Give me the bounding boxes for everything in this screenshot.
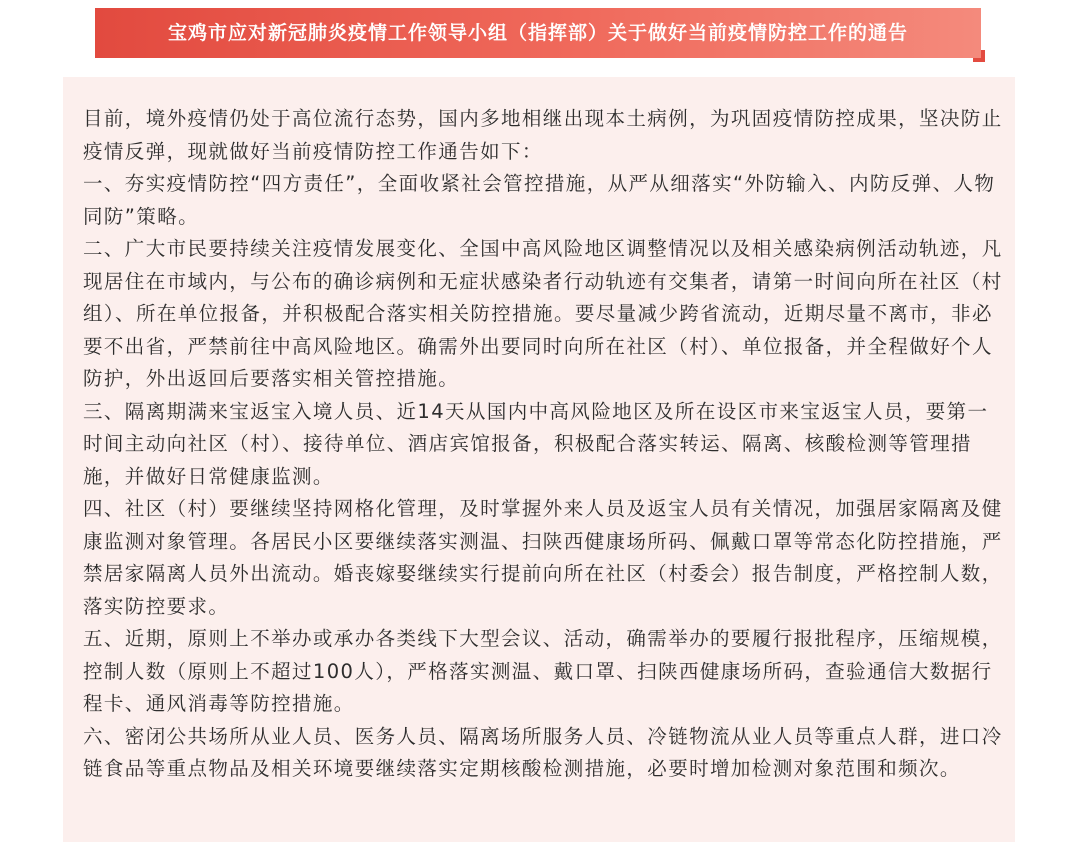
notice-content xyxy=(83,103,1003,786)
banner-corner-decoration xyxy=(973,50,985,62)
item-4-paragraph: 四、社区（村）要继续坚持网格化管理，及时掌握外来人员及返宝人员有关情况，加强居家隔离及健康监测对象管理。各居民小区要继续落实测温、扫陕西健康场所码、佩戴口罩等常态化防控措施，严禁居家隔离人员外出流动。婚丧嫁娶继续实行提前向所在社区（村委会）报告制度，严格控制人数，落实防控要求。 xyxy=(83,497,1003,618)
notice-body xyxy=(63,77,1015,842)
notice-title: 宝鸡市应对新冠肺炎疫情工作领导小组（指挥部）关于做好当前疫情防控工作的通告 xyxy=(95,8,981,58)
title-banner xyxy=(95,8,985,60)
intro-paragraph: 目前，境外疫情仍处于高位流行态势，国内多地相继出现本土病例，为巩固疫情防控成果，坚决防止疫情反弹，现就做好当前疫情防控工作通告如下： xyxy=(83,107,1003,163)
item-2-paragraph: 二、广大市民要持续关注疫情发展变化、全国中高风险地区调整情况以及相关感染病例活动轨迹，凡现居住在市域内，与公布的确诊病例和无症状感染者行动轨迹有交集者，请第一时间向所在社区（村组）、所在单位报备，并积极配合落实相关防控措施。要尽量减少跨省流动，近期尽量不离市，非必要不出省，严禁前往中高风险地区。确需外出要同时向所在社区（村）、单位报备，并全程做好个人防护，外出返回后要落实相关管控措施。 xyxy=(83,237,1003,390)
item-3-paragraph: 三、隔离期满来宝返宝入境人员、近14天从国内中高风险地区及所在设区市来宝返宝人员，要第一时间主动向社区（村）、接待单位、酒店宾馆报备，积极配合落实转运、隔离、核酸检测等管理措施，并做好日常健康监测。 xyxy=(83,399,989,488)
item-5-paragraph: 五、近期，原则上不举办或承办各类线下大型会议、活动，确需举办的要履行报批程序，压缩规模，控制人数（原则上不超过100人），严格落实测温、戴口罩、扫陕西健康场所码，查验通信大数据行程卡、通风消毒等防控措施。 xyxy=(83,627,1003,715)
item-6-paragraph: 六、密闭公共场所从业人员、医务人员、隔离场所服务人员、冷链物流从业人员等重点人群，进口冷链食品等重点物品及相关环境要继续落实定期核酸检测措施，必要时增加检测对象范围和频次。 xyxy=(83,724,1003,780)
item-1-paragraph: 一、夯实疫情防控“四方责任”，全面收紧社会管控措施，从严从细落实“外防输入、内防反弹、人物同防”策略。 xyxy=(83,172,996,228)
